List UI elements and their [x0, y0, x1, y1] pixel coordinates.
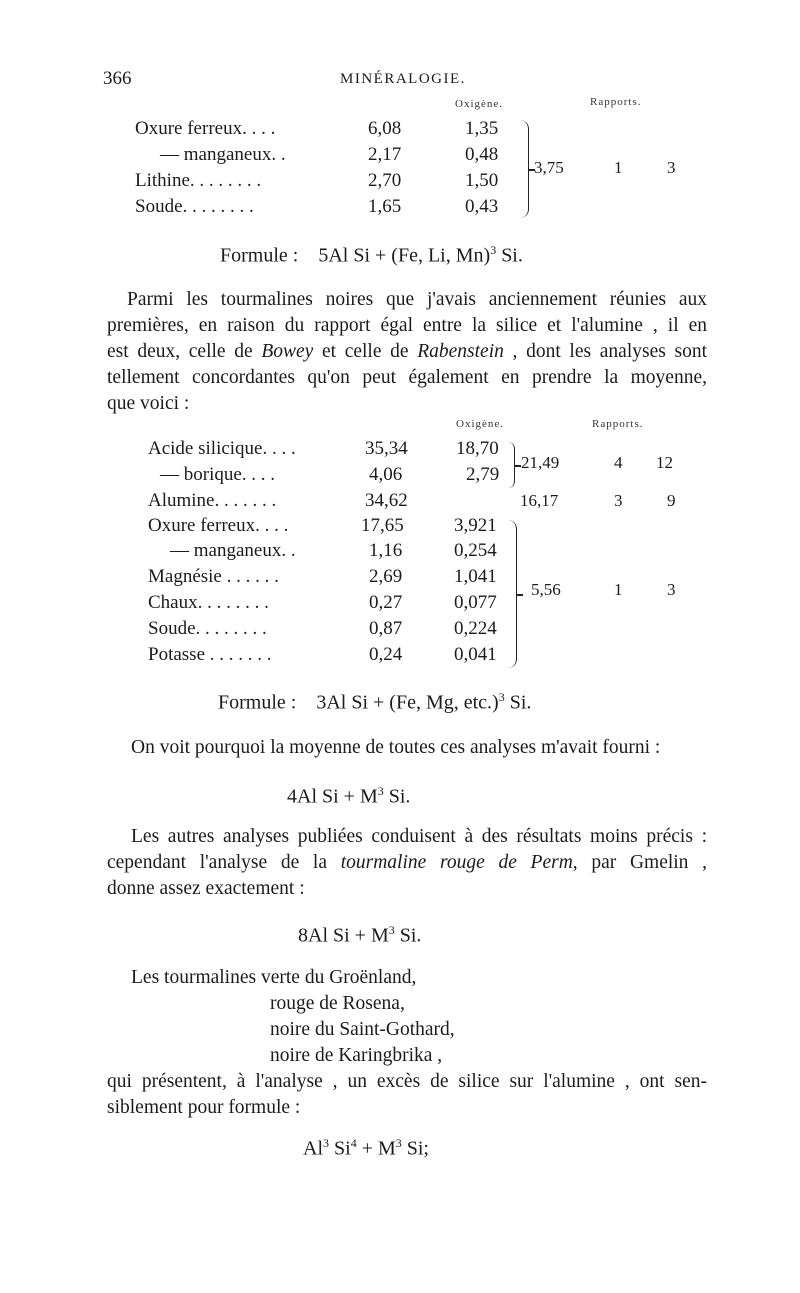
text-span: , par Gmelin ,	[572, 852, 708, 873]
formula-exponent: 3	[377, 784, 384, 798]
row-label: Alumine. . . . . . .	[148, 490, 277, 511]
paragraph-3	[107, 824, 707, 902]
row-oxygen: 0,077	[454, 592, 497, 613]
text-line: Les tourmalines verte du Groënland,	[131, 967, 417, 988]
ratio-value: 9	[667, 491, 676, 510]
row-percent: 0,24	[369, 644, 403, 665]
formula-tail: Si.	[383, 785, 411, 808]
page-number: 366	[103, 68, 132, 89]
table-row	[148, 515, 568, 541]
text-block	[107, 1069, 707, 1121]
text-span: est deux, celle de	[107, 341, 262, 362]
formula-text: 5Al Si + (Fe, Li, Mn)	[318, 244, 491, 267]
row-label: — manganeux. .	[170, 540, 296, 561]
table-row	[135, 144, 535, 170]
paragraph-2: On voit pourquoi la moyenne de toutes ces analyses m'avait fourni :	[131, 737, 661, 758]
row-percent: 34,62	[365, 490, 408, 511]
text-line: siblement pour formule :	[107, 1097, 301, 1118]
row-oxygen: 3,921	[454, 515, 497, 536]
row-oxygen: 0,254	[454, 540, 497, 561]
formula-text: 4Al Si + M	[287, 785, 378, 808]
row-percent: 2,17	[368, 144, 402, 165]
row-percent: 35,34	[365, 438, 408, 459]
column-header-oxygen: Oxigène.	[456, 418, 505, 430]
text-line: premières, en raison du rapport égal entre la silice et l'alumine , il en	[107, 315, 707, 336]
table-row	[135, 170, 535, 196]
formula-part: Al	[303, 1137, 323, 1160]
table-row	[148, 592, 568, 618]
row-label: — borique. . . .	[160, 464, 276, 485]
table-row	[148, 438, 568, 464]
row-label: Oxure ferreux. . . .	[148, 515, 289, 536]
text-line	[107, 850, 707, 876]
row-label: Soude. . . . . . . .	[135, 196, 254, 217]
text-line: Parmi les tourmalines noires que j'avais anciennement réunies aux	[127, 289, 707, 310]
row-oxygen: 18,70	[456, 438, 499, 459]
text-line: Les autres analyses publiées conduisent à des résultats moins précis :	[131, 826, 707, 847]
column-header-ratios: Rapports.	[592, 418, 644, 430]
row-percent: 0,27	[369, 592, 403, 613]
ratio-value: 1	[614, 158, 623, 177]
formula-label: Formule :	[218, 691, 297, 714]
formula-exponent: 3	[395, 1136, 402, 1150]
locality-name: Bowey	[261, 341, 314, 362]
ratio-value: 3	[667, 158, 676, 177]
row-oxygen: 0,224	[454, 618, 497, 639]
row-oxygen: 2,79	[466, 464, 500, 485]
formula-exponent: 4	[350, 1136, 357, 1150]
table-row	[148, 566, 568, 592]
formula-tail: Si.	[496, 244, 523, 267]
ratio-value: 1	[614, 580, 623, 599]
text-span: et celle de	[313, 341, 418, 362]
table-row	[148, 540, 568, 566]
ratio-value: 12	[656, 453, 673, 472]
row-oxygen: 0,48	[465, 144, 499, 165]
text-line: qui présentent, à l'analyse , un excès de silice sur l'alumine , ont sen-	[107, 1071, 707, 1092]
formula-part: Si	[329, 1137, 351, 1160]
row-oxygen: 0,43	[465, 196, 499, 217]
column-header-oxygen: Oxigène.	[455, 98, 504, 110]
table-row	[135, 196, 535, 222]
alumina-oxygen: 16,17	[520, 491, 559, 510]
table-row	[148, 490, 568, 516]
column-header-ratios: Rapports.	[590, 96, 642, 108]
text-line: tellement concordantes qu'on peut également en prendre la moyenne,	[107, 367, 707, 388]
row-oxygen: 1,50	[465, 170, 499, 191]
text-line: rouge de Rosena,	[270, 993, 405, 1014]
group-sum: 3,75	[534, 158, 564, 177]
table-row	[148, 464, 568, 490]
table-row	[148, 618, 568, 644]
row-label: Oxure ferreux. . . .	[135, 118, 276, 139]
formula-tail: Si.	[504, 691, 532, 714]
formula-tail: Si.	[394, 924, 422, 947]
table-row	[135, 118, 535, 144]
base-grouping-brace	[508, 520, 517, 668]
text-line: donne assez exactement :	[107, 878, 305, 899]
formula-3	[287, 784, 410, 809]
row-percent: 6,08	[368, 118, 402, 139]
ratio-value: 3	[667, 580, 676, 599]
formula-exponent: 3	[498, 690, 505, 704]
table-row	[148, 644, 568, 670]
text-line: noire du Saint-Gothard,	[270, 1019, 455, 1040]
row-label: — manganeux. .	[160, 144, 286, 165]
text-span: cependant l'analyse de la	[107, 852, 341, 873]
text-span: , dont les analyses sont	[503, 341, 707, 362]
formula-4	[298, 923, 421, 948]
row-percent: 17,65	[361, 515, 404, 536]
base-oxygen-sum: 5,56	[531, 580, 561, 599]
running-title: MINÉRALOGIE.	[340, 71, 466, 87]
formula-exponent: 3	[323, 1136, 329, 1150]
formula-text: 8Al Si + M	[298, 924, 389, 947]
acid-grouping-brace	[508, 442, 515, 488]
formula-label: Formule :	[220, 244, 299, 267]
row-percent: 2,70	[368, 170, 402, 191]
row-oxygen: 0,041	[454, 644, 497, 665]
row-label: Soude. . . . . . . .	[148, 618, 267, 639]
formula-part: Si;	[401, 1137, 429, 1160]
row-percent: 1,65	[368, 196, 402, 217]
row-percent: 2,69	[369, 566, 403, 587]
formula-2	[218, 690, 531, 715]
specimen-name: tourmaline rouge de Perm	[340, 852, 573, 873]
row-label: Magnésie . . . . . .	[148, 566, 279, 587]
formula-exponent: 3	[490, 243, 497, 257]
formula-exponent: 3	[388, 923, 395, 937]
grouping-brace	[520, 120, 529, 218]
row-percent: 4,06	[369, 464, 403, 485]
locality-name: Rabenstein	[417, 341, 504, 362]
paragraph-1	[107, 287, 707, 417]
formula-1	[220, 243, 523, 268]
row-label: Lithine. . . . . . . .	[135, 170, 262, 191]
text-line	[107, 339, 707, 365]
text-line: noire de Karingbrika ,	[270, 1045, 443, 1066]
formula-5	[303, 1136, 429, 1161]
formula-text: 3Al Si + (Fe, Mg, etc.)	[316, 691, 499, 714]
row-percent: 1,16	[369, 540, 403, 561]
formula-part: + M	[356, 1137, 396, 1160]
ratio-value: 3	[614, 491, 623, 510]
row-oxygen: 1,35	[465, 118, 499, 139]
text-line: que voici :	[107, 393, 190, 414]
ratio-value: 4	[614, 453, 623, 472]
row-percent: 0,87	[369, 618, 403, 639]
row-label: Potasse . . . . . . .	[148, 644, 272, 665]
row-oxygen: 1,041	[454, 566, 497, 587]
row-label: Acide silicique. . . .	[148, 438, 296, 459]
acid-oxygen-sum: 21,49	[521, 453, 560, 472]
row-label: Chaux. . . . . . . .	[148, 592, 269, 613]
